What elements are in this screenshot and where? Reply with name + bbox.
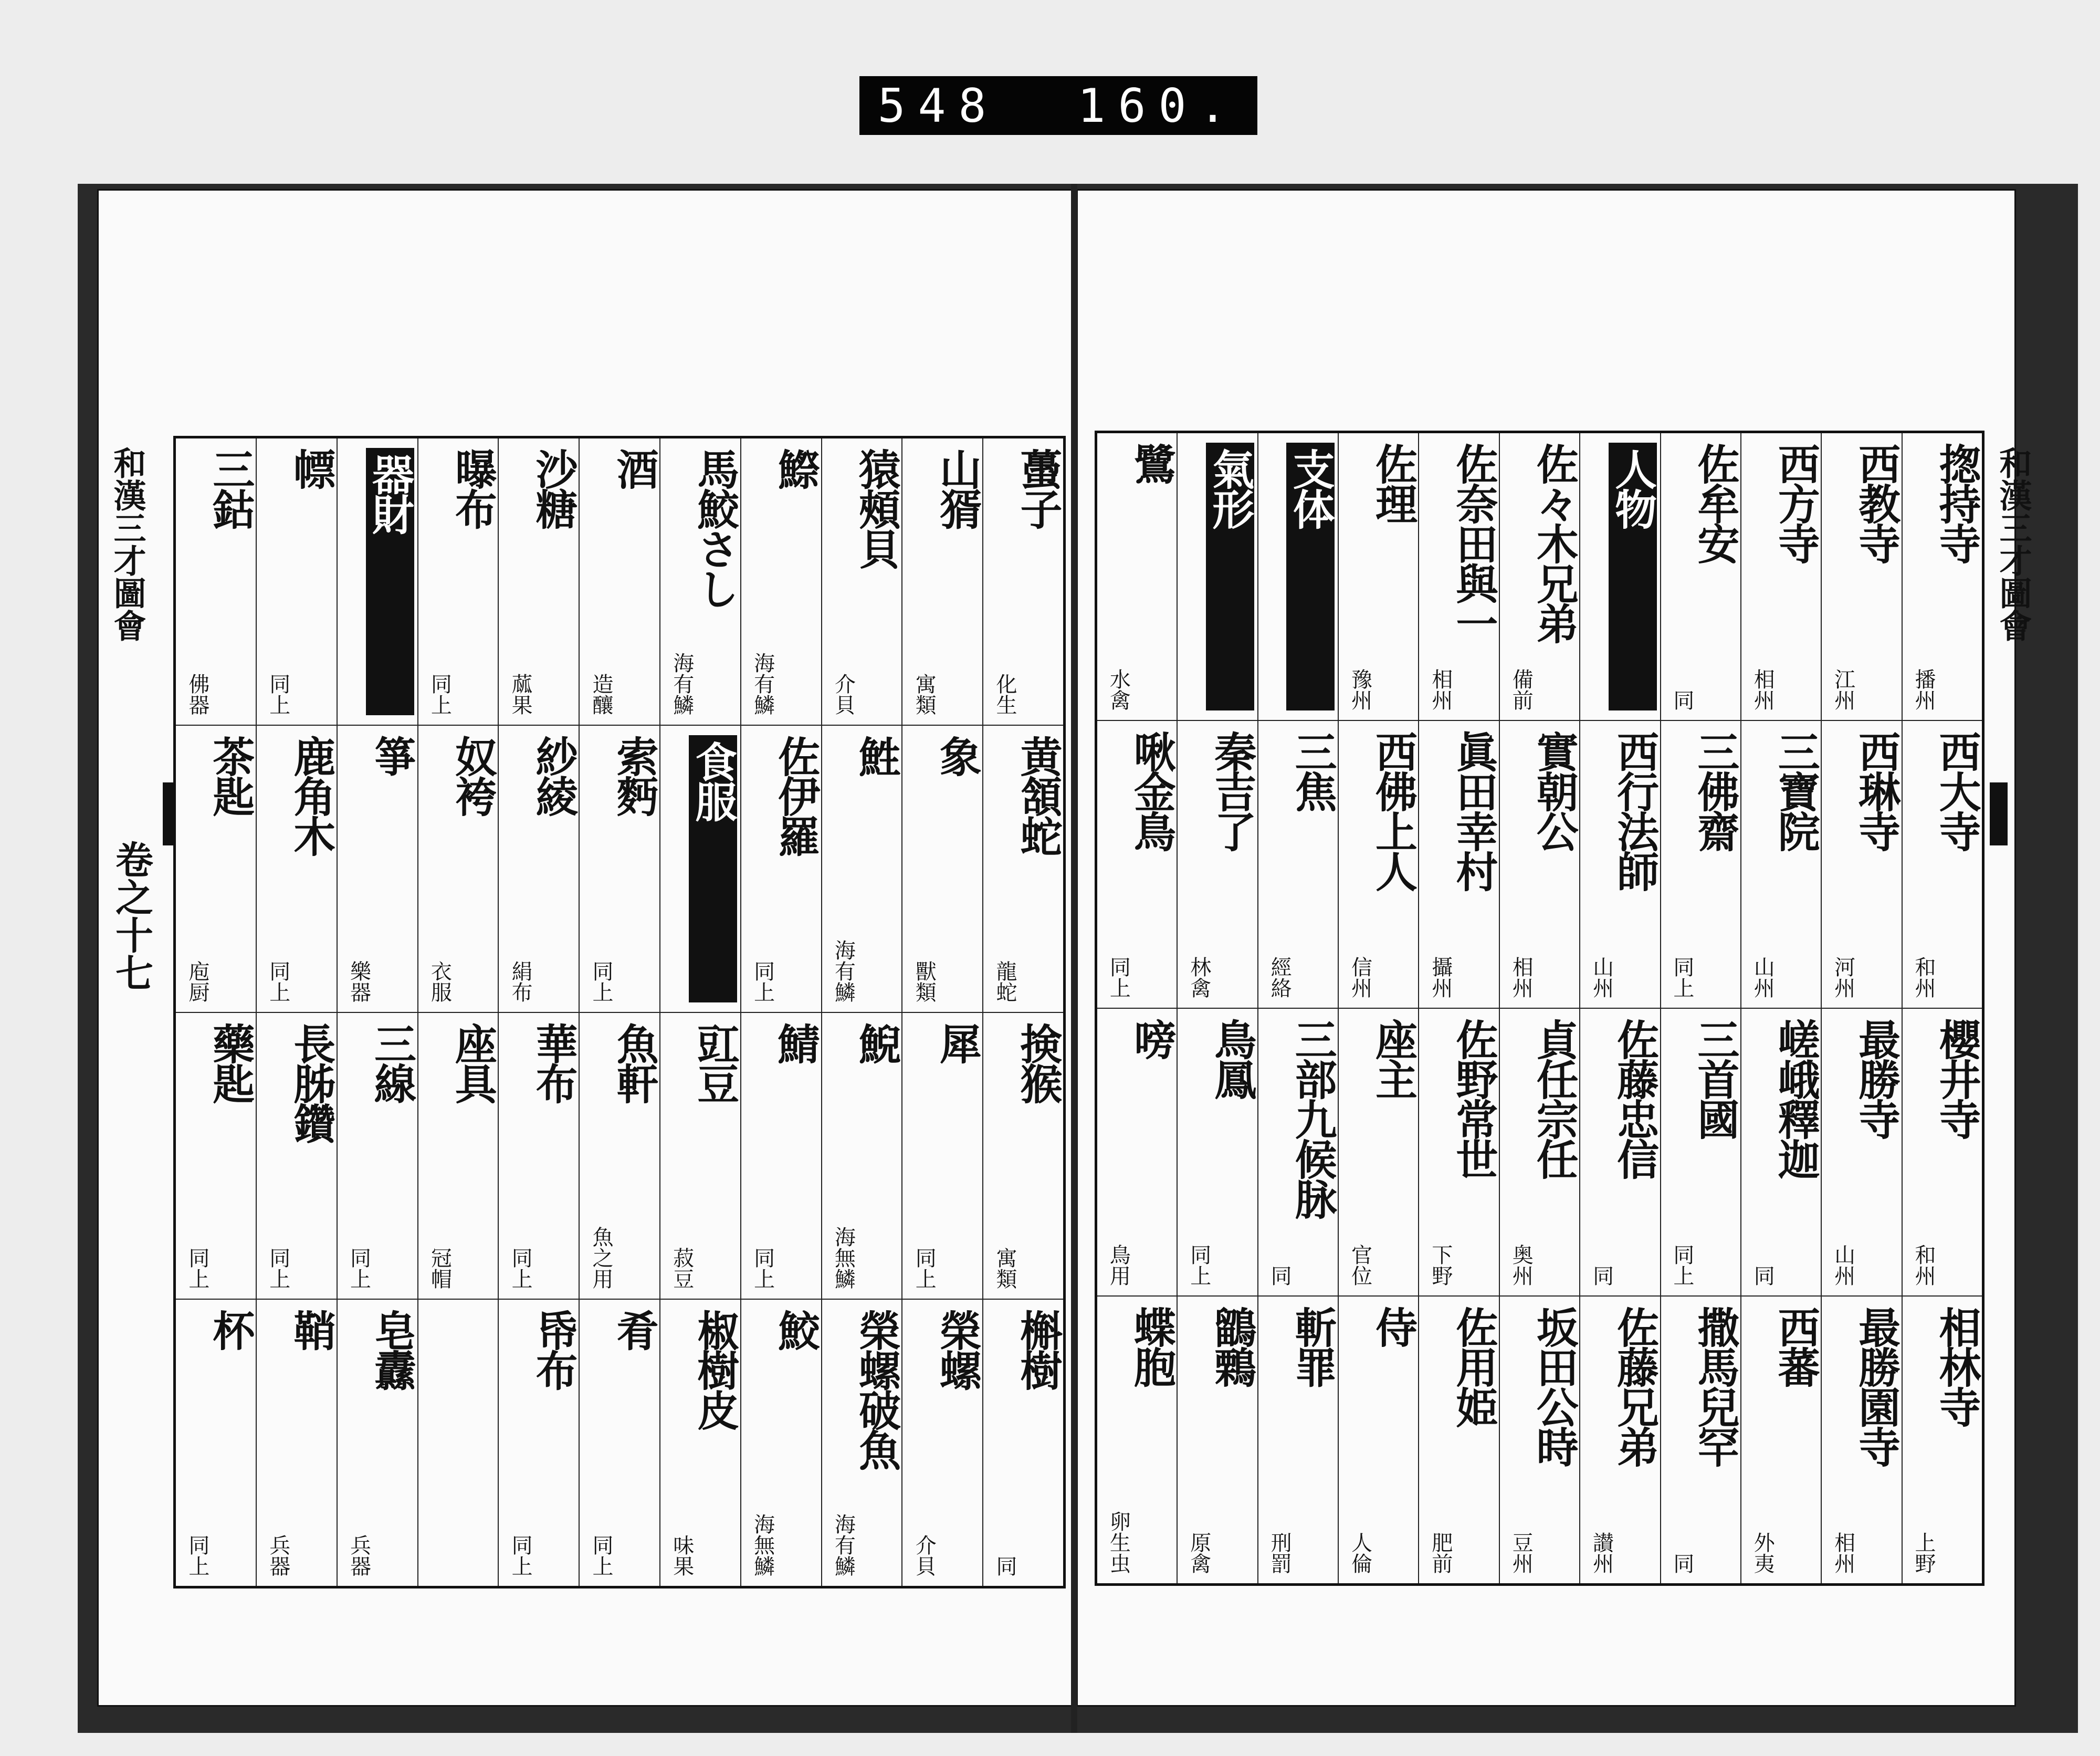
entry-cell xyxy=(176,438,256,726)
entry-cell xyxy=(580,1013,659,1300)
entry-cell xyxy=(902,1013,982,1300)
entry-category: 播州 xyxy=(1912,668,1936,710)
entry-cell xyxy=(418,1300,498,1586)
entry-cell xyxy=(660,1013,740,1300)
left-table-column xyxy=(982,438,1063,1586)
entry-cell xyxy=(1822,1297,1901,1583)
entry-term: 鯢 xyxy=(852,1022,901,1062)
entry-cell xyxy=(1500,1009,1579,1297)
entry-term: 實朝公 xyxy=(1529,730,1579,850)
label-right-number: 160. xyxy=(1077,78,1240,133)
entry-cell xyxy=(176,1013,256,1300)
entry-category: 官位 xyxy=(1348,1244,1372,1286)
entry-category: 龍蛇 xyxy=(993,960,1017,1002)
entry-cell xyxy=(1097,721,1177,1009)
entry-category: 化生 xyxy=(993,673,1017,715)
entry-category: 上野 xyxy=(1912,1532,1936,1574)
left-table-column xyxy=(498,438,579,1586)
entry-category: 同 xyxy=(1589,1265,1614,1286)
entry-term: 坂田公時 xyxy=(1529,1306,1579,1466)
entry-cell xyxy=(1339,721,1418,1009)
entry-category: 同上 xyxy=(912,1247,937,1290)
entry-category: 豫州 xyxy=(1348,668,1372,710)
entry-category: 山州 xyxy=(1831,1244,1855,1286)
entry-term: 茶匙 xyxy=(205,735,255,815)
entry-cell xyxy=(499,726,579,1013)
left-table-column xyxy=(256,438,337,1586)
entry-category: 同 xyxy=(1267,1265,1292,1286)
left-table-column xyxy=(821,438,902,1586)
entry-cell xyxy=(741,1013,821,1300)
section-heading: 食服 xyxy=(689,735,737,1002)
entry-term: 鹿角木 xyxy=(286,735,336,855)
entry-cell xyxy=(1419,1009,1498,1297)
right-table-column xyxy=(1660,433,1740,1583)
entry-cell xyxy=(1258,433,1338,721)
left-page-header: 和漢三才圖會 xyxy=(108,446,146,642)
entry-cell xyxy=(257,726,337,1013)
entry-cell xyxy=(822,1300,902,1586)
entry-cell xyxy=(176,726,256,1013)
left-table-column xyxy=(740,438,821,1586)
entry-category: 寓類 xyxy=(912,673,937,715)
entry-cell xyxy=(660,726,740,1013)
entry-category: 同上 xyxy=(1106,956,1131,998)
entry-category: 同上 xyxy=(266,673,290,715)
entry-term: 侍 xyxy=(1368,1306,1418,1346)
entry-category: 同上 xyxy=(589,960,613,1002)
entry-cell xyxy=(1258,721,1338,1009)
entry-cell xyxy=(418,1013,498,1300)
entry-term: 三首國 xyxy=(1690,1018,1740,1138)
entry-cell xyxy=(338,1013,417,1300)
entry-category: 山州 xyxy=(1589,956,1614,998)
entry-term: 西佛上人 xyxy=(1368,730,1418,890)
entry-term: 佐野常世 xyxy=(1448,1018,1498,1178)
left-table-column xyxy=(337,438,417,1586)
entry-term: 西行法師 xyxy=(1610,730,1660,890)
entry-term: 佐理 xyxy=(1368,443,1418,522)
entry-term: 揔持寺 xyxy=(1932,443,1981,562)
right-table-column xyxy=(1418,433,1498,1583)
entry-term: 西教寺 xyxy=(1851,443,1901,562)
entry-category: 魚之用 xyxy=(589,1226,613,1290)
entry-cell xyxy=(1903,1009,1982,1297)
entry-term: 三焦 xyxy=(1288,730,1338,810)
entry-cell xyxy=(1822,721,1901,1009)
entry-term: 杯 xyxy=(205,1309,255,1350)
entry-category: 介貝 xyxy=(831,673,856,715)
section-heading: 人物 xyxy=(1609,443,1657,710)
entry-cell xyxy=(1419,721,1498,1009)
entry-category: 海無鱗 xyxy=(831,1226,856,1290)
entry-cell xyxy=(1661,433,1740,721)
entry-term: 鳥鳳 xyxy=(1207,1018,1257,1098)
entry-term: 鶹鷅 xyxy=(1207,1306,1257,1386)
entry-category: 佛器 xyxy=(185,673,209,715)
entry-term: 鮏 xyxy=(852,735,901,775)
entry-cell xyxy=(1500,721,1579,1009)
entry-term: 秦吉了 xyxy=(1207,730,1257,850)
entry-term: 西方寺 xyxy=(1771,443,1821,562)
entry-category: 經絡 xyxy=(1267,956,1292,998)
entry-cell xyxy=(1097,433,1177,721)
entry-term: 酒 xyxy=(609,448,659,488)
entry-category: 備前 xyxy=(1509,668,1534,710)
entry-term: 紗綾 xyxy=(529,735,579,815)
entry-cell xyxy=(1903,433,1982,721)
entry-category: 外夷 xyxy=(1750,1532,1775,1574)
entry-term: 座主 xyxy=(1368,1018,1418,1098)
entry-cell xyxy=(580,438,659,726)
entry-cell xyxy=(1903,1297,1982,1583)
entry-term: 鞘 xyxy=(286,1309,336,1350)
entry-term: 榮螺破魚 xyxy=(852,1309,901,1469)
entry-category: 庖厨 xyxy=(185,960,209,1002)
entry-term: 蠆子 xyxy=(1013,448,1063,528)
right-table-column xyxy=(1821,433,1901,1583)
entry-cell xyxy=(1500,1297,1579,1583)
entry-term: 佐々木兄弟 xyxy=(1529,443,1579,642)
entry-term: 帋布 xyxy=(529,1309,579,1389)
entry-category: 蓏果 xyxy=(508,673,533,715)
left-table-column xyxy=(901,438,982,1586)
right-table-column xyxy=(1499,433,1579,1583)
entry-cell xyxy=(176,1300,256,1586)
entry-cell xyxy=(1903,721,1982,1009)
entry-term: 犀 xyxy=(932,1022,982,1062)
entry-category: 海無鱗 xyxy=(750,1513,775,1576)
left-table-column xyxy=(417,438,498,1586)
left-page-volume: 卷之十七 xyxy=(109,840,154,991)
entry-term: 長胏鑽 xyxy=(286,1022,336,1142)
entry-cell xyxy=(257,1300,337,1586)
entry-cell xyxy=(1178,721,1257,1009)
entry-category: 菽豆 xyxy=(669,1247,694,1290)
entry-cell xyxy=(1741,1297,1821,1583)
entry-category: 相州 xyxy=(1428,668,1453,710)
entry-category: 人倫 xyxy=(1348,1532,1372,1574)
entry-category: 同 xyxy=(1670,689,1694,710)
entry-term: 三寶院 xyxy=(1771,730,1821,850)
entry-term: 魚軒 xyxy=(609,1022,659,1102)
entry-category: 讃州 xyxy=(1589,1532,1614,1574)
entry-term: 皂纛 xyxy=(367,1309,417,1389)
entry-cell xyxy=(741,438,821,726)
entry-category: 兵器 xyxy=(266,1534,290,1576)
entry-category: 山州 xyxy=(1750,956,1775,998)
entry-category: 鳥用 xyxy=(1106,1244,1131,1286)
entry-cell xyxy=(1822,1009,1901,1297)
right-table-column xyxy=(1177,433,1257,1583)
entry-category: 同上 xyxy=(750,960,775,1002)
entry-term: 佐藤忠信 xyxy=(1610,1018,1660,1178)
right-table-column xyxy=(1338,433,1418,1583)
entry-category: 豆州 xyxy=(1509,1532,1534,1574)
entry-cell xyxy=(1339,433,1418,721)
entry-cell xyxy=(983,726,1063,1013)
entry-cell xyxy=(1822,433,1901,721)
entry-cell xyxy=(257,438,337,726)
entry-cell xyxy=(1580,433,1660,721)
entry-cell xyxy=(741,1300,821,1586)
section-heading: 氣形 xyxy=(1206,443,1254,710)
entry-term: 三線 xyxy=(367,1022,417,1102)
entry-category: 獸類 xyxy=(912,960,937,1002)
entry-cell xyxy=(499,1300,579,1586)
entry-term: 猿頰貝 xyxy=(852,448,901,568)
entry-cell xyxy=(822,726,902,1013)
entry-term: 相林寺 xyxy=(1932,1306,1981,1426)
entry-term: 榮螺 xyxy=(932,1309,982,1389)
entry-term: 箏 xyxy=(367,735,417,775)
entry-term: 眞田幸村 xyxy=(1448,730,1498,890)
entry-category: 海有鱗 xyxy=(831,1513,856,1576)
entry-category: 林禽 xyxy=(1186,956,1211,998)
entry-category: 樂器 xyxy=(346,960,371,1002)
entry-term: 馬鮫さし xyxy=(690,448,740,608)
entry-cell xyxy=(1500,433,1579,721)
entry-category: 同上 xyxy=(508,1534,533,1576)
left-table-column xyxy=(659,438,740,1586)
entry-cell xyxy=(499,1013,579,1300)
entry-category: 和州 xyxy=(1912,956,1936,998)
entry-cell xyxy=(1661,1297,1740,1583)
entry-cell xyxy=(580,1300,659,1586)
entry-term: 象 xyxy=(932,735,982,775)
entry-category: 寓類 xyxy=(993,1247,1017,1290)
right-table-column xyxy=(1902,433,1982,1583)
entry-category: 同上 xyxy=(750,1247,775,1290)
entry-term: 曝布 xyxy=(448,448,498,528)
left-table-column xyxy=(579,438,659,1586)
entry-cell xyxy=(257,1013,337,1300)
label-left-number: 548 xyxy=(877,78,999,133)
entry-category: 同上 xyxy=(1670,1244,1694,1286)
entry-category: 肥前 xyxy=(1428,1532,1453,1574)
entry-cell xyxy=(1339,1009,1418,1297)
entry-category: 同上 xyxy=(589,1534,613,1576)
entry-category: 刑罰 xyxy=(1267,1532,1292,1574)
entry-cell xyxy=(1339,1297,1418,1583)
right-table-column xyxy=(1740,433,1821,1583)
entry-term: 三鈷 xyxy=(205,448,255,528)
entry-category: 同上 xyxy=(185,1247,209,1290)
entry-cell xyxy=(1419,1297,1498,1583)
right-table-column xyxy=(1579,433,1660,1583)
entry-cell xyxy=(822,1013,902,1300)
left-table-column xyxy=(176,438,256,1586)
entry-category: 同 xyxy=(1670,1553,1694,1574)
entry-category: 同上 xyxy=(1186,1244,1211,1286)
entry-cell xyxy=(1097,1009,1177,1297)
entry-cell xyxy=(418,726,498,1013)
entry-category: 江州 xyxy=(1831,668,1855,710)
entry-cell xyxy=(983,1013,1063,1300)
entry-category: 味果 xyxy=(669,1534,694,1576)
entry-category: 海有鱗 xyxy=(831,939,856,1002)
entry-cell xyxy=(902,438,982,726)
entry-term: 三部九候脉 xyxy=(1288,1018,1338,1218)
entry-term: 佐用姫 xyxy=(1448,1306,1498,1426)
section-heading: 器財 xyxy=(366,448,414,715)
entry-term: 西蕃 xyxy=(1771,1306,1821,1386)
entry-cell xyxy=(1741,433,1821,721)
right-table-column xyxy=(1257,433,1338,1583)
entry-cell xyxy=(983,438,1063,726)
entry-cell xyxy=(1419,433,1498,721)
entry-term: 索麪 xyxy=(609,735,659,815)
entry-category: 同上 xyxy=(266,1247,290,1290)
entry-term: 嗙 xyxy=(1127,1018,1177,1058)
entry-term: 鷺 xyxy=(1127,443,1177,483)
entry-term: 撒馬兒罕 xyxy=(1690,1306,1740,1466)
entry-cell xyxy=(1661,721,1740,1009)
entry-cell xyxy=(338,726,417,1013)
entry-cell xyxy=(1178,433,1257,721)
entry-category: 同上 xyxy=(427,673,452,715)
entry-term: 佐伊羅 xyxy=(771,735,821,855)
entry-term: 𢮦猴 xyxy=(1013,1022,1063,1102)
entry-category: 原禽 xyxy=(1186,1532,1211,1574)
entry-term: 啾金鳥 xyxy=(1127,730,1177,850)
entry-term: 華布 xyxy=(529,1022,579,1102)
entry-term: 肴 xyxy=(609,1309,659,1350)
entry-term: 豇豆 xyxy=(690,1022,740,1102)
entry-cell xyxy=(1741,1009,1821,1297)
right-entry-table xyxy=(1095,431,1984,1586)
entry-cell xyxy=(1178,1009,1257,1297)
entry-cell xyxy=(1258,1297,1338,1583)
entry-cell xyxy=(418,438,498,726)
entry-term: 佐奈田與一 xyxy=(1448,443,1498,642)
entry-cell xyxy=(741,726,821,1013)
entry-category: 信州 xyxy=(1348,956,1372,998)
entry-term: 貞任宗任 xyxy=(1529,1018,1579,1178)
entry-term: 嵯峨釋迦 xyxy=(1771,1018,1821,1178)
entry-category: 攝州 xyxy=(1428,956,1453,998)
entry-cell xyxy=(902,1300,982,1586)
entry-category: 奥州 xyxy=(1509,1244,1534,1286)
entry-term: 槲樹 xyxy=(1013,1309,1063,1389)
entry-term: 西大寺 xyxy=(1932,730,1981,850)
entry-term: 最勝園寺 xyxy=(1851,1306,1901,1466)
entry-category: 同上 xyxy=(266,960,290,1002)
entry-category: 同 xyxy=(993,1555,1017,1576)
book-gutter xyxy=(1071,184,1077,1733)
entry-term: 藥匙 xyxy=(205,1022,255,1102)
entry-term: 櫻井寺 xyxy=(1932,1018,1981,1138)
entry-category: 造釀 xyxy=(589,673,613,715)
entry-term: 幖 xyxy=(286,448,336,488)
entry-category: 相州 xyxy=(1509,956,1534,998)
entry-category: 冠帽 xyxy=(427,1247,452,1290)
entry-category: 同 xyxy=(1750,1265,1775,1286)
entry-cell xyxy=(1258,1009,1338,1297)
entry-term: 佐牟安 xyxy=(1690,443,1740,562)
entry-category: 同上 xyxy=(508,1247,533,1290)
entry-category: 海有鱗 xyxy=(750,652,775,715)
entry-term: 沙糖 xyxy=(529,448,579,528)
entry-category: 兵器 xyxy=(346,1534,371,1576)
entry-cell xyxy=(580,726,659,1013)
entry-term: 座具 xyxy=(448,1022,498,1102)
entry-term: 鰶 xyxy=(771,448,821,488)
entry-term: 蝶胞 xyxy=(1127,1306,1177,1386)
entry-cell xyxy=(1178,1297,1257,1583)
entry-category: 和州 xyxy=(1912,1244,1936,1286)
entry-term: 最勝寺 xyxy=(1851,1018,1901,1138)
section-heading: 支体 xyxy=(1286,443,1335,710)
entry-cell xyxy=(338,438,417,726)
left-entry-table xyxy=(173,436,1066,1588)
entry-term: 佐藤兄弟 xyxy=(1610,1306,1660,1466)
entry-cell xyxy=(1580,721,1660,1009)
right-edge-tab xyxy=(1990,782,2008,845)
entry-cell xyxy=(822,438,902,726)
entry-term: 鯖 xyxy=(771,1022,821,1062)
entry-term: 鮫 xyxy=(771,1309,821,1350)
entry-cell xyxy=(1661,1009,1740,1297)
right-page-header: 和漢三才圖會 xyxy=(1994,446,2032,642)
entry-category: 衣服 xyxy=(427,960,452,1002)
entry-category: 同上 xyxy=(185,1534,209,1576)
entry-term: 奴袴 xyxy=(448,735,498,815)
entry-category: 同上 xyxy=(1670,956,1694,998)
entry-category: 卵生虫 xyxy=(1106,1511,1131,1574)
entry-term: 椒樹皮 xyxy=(690,1309,740,1429)
entry-term: 黄頷蛇 xyxy=(1013,735,1063,855)
entry-category: 水禽 xyxy=(1106,668,1131,710)
entry-category: 絹布 xyxy=(508,960,533,1002)
entry-term: 山𤟠 xyxy=(932,448,982,528)
entry-term: 斬罪 xyxy=(1288,1306,1338,1386)
entry-cell xyxy=(1580,1009,1660,1297)
entry-category: 河州 xyxy=(1831,956,1855,998)
entry-category: 介貝 xyxy=(912,1534,937,1576)
entry-category: 下野 xyxy=(1428,1244,1453,1286)
entry-cell xyxy=(1580,1297,1660,1583)
entry-cell xyxy=(338,1300,417,1586)
entry-category: 同上 xyxy=(346,1247,371,1290)
entry-cell xyxy=(499,438,579,726)
catalog-label xyxy=(859,76,1257,135)
entry-cell xyxy=(660,438,740,726)
entry-term: 三佛齋 xyxy=(1690,730,1740,850)
entry-cell xyxy=(902,726,982,1013)
entry-category: 相州 xyxy=(1750,668,1775,710)
entry-cell xyxy=(1741,721,1821,1009)
entry-cell xyxy=(983,1300,1063,1586)
entry-term: 西琳寺 xyxy=(1851,730,1901,850)
entry-category: 相州 xyxy=(1831,1532,1855,1574)
right-table-column xyxy=(1097,433,1177,1583)
entry-category: 海有鱗 xyxy=(669,652,694,715)
entry-cell xyxy=(1097,1297,1177,1583)
entry-cell xyxy=(660,1300,740,1586)
